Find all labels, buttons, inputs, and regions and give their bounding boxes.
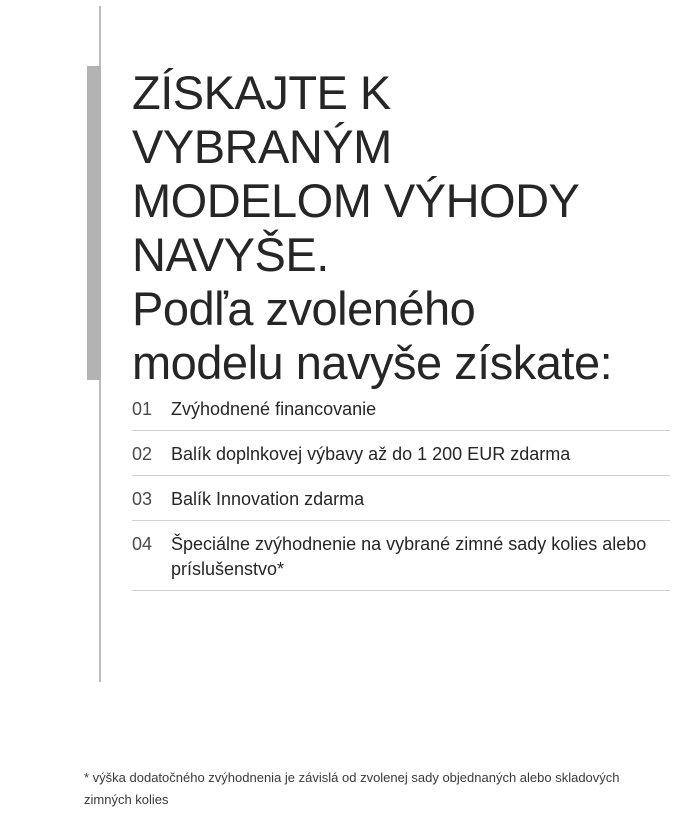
- headline-line: NAVYŠE.: [132, 228, 329, 281]
- subheadline-line: modelu navyše získate:: [132, 336, 613, 389]
- headline-line: VYBRANÝM: [132, 120, 392, 173]
- benefit-text: Balík doplnkovej výbavy až do 1 200 EUR zdarma: [171, 444, 571, 464]
- subheadline-line: Podľa zvoleného: [132, 282, 476, 335]
- benefit-number: 04: [132, 534, 153, 554]
- benefit-item: [132, 431, 670, 476]
- benefits-list: [132, 386, 670, 591]
- benefit-number: 01: [132, 399, 153, 419]
- footnote: * výška dodatočného zvýhodnenia je závislá od zvolenej sady objednaných alebo skladových zimných kolies: [84, 770, 620, 807]
- headline-line: ZÍSKAJTE K: [132, 66, 391, 119]
- benefit-text: Zvýhodnené financovanie: [171, 399, 377, 419]
- headline-line: MODELOM VÝHODY: [132, 174, 580, 227]
- benefit-number: 02: [132, 444, 153, 464]
- benefit-item: [132, 521, 670, 591]
- accent-bar: [87, 66, 101, 380]
- benefit-number: 03: [132, 489, 153, 509]
- benefit-text: Balík Innovation zdarma: [171, 489, 365, 509]
- page-headline: [132, 66, 672, 390]
- benefit-text: Špeciálne zvýhodnenie na vybrané zimné sady kolies alebo príslušenstvo*: [171, 534, 647, 579]
- benefit-item: [132, 386, 670, 431]
- benefit-item: [132, 476, 670, 521]
